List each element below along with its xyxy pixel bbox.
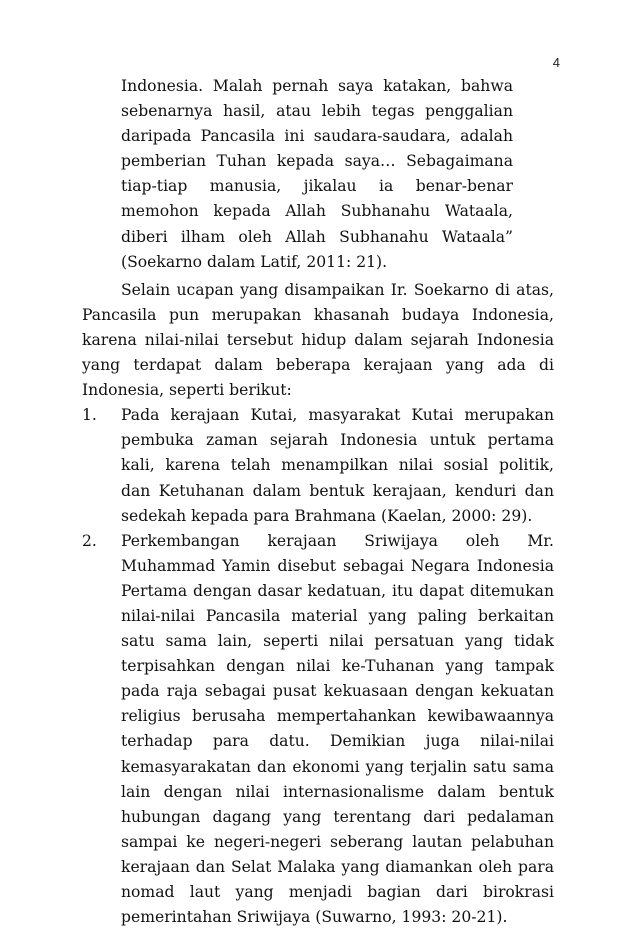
- list-item-text: Perkembangan kerajaan Sriwijaya oleh Mr. Muhammad Yamin disebut sebagai Negara Indonesia Pertama dengan dasar kedatuan, itu dapat ditemukan nilai-nilai Pancasila material yang paling berkaitan satu sama lain, seperti nilai persatuan yang tidak terpisahkan dengan nilai ke-Tuhanan yang tampak pada raja sebagai pusat kekuasaan dengan kekuatan religius berusaha mempertahankan kewibawaannya terhadap para datu. Demikian juga nilai-nilai kemasyarakatan dan ekonomi yang terjalin satu sama lain dengan nilai internasionalisme dalam bentuk hubungan dagang yang terentang dari pedalaman sampai ke negeri-negeri seberang lautan pelabuhan kerajaan dan Selat Malaka yang diamankan oleh para nomad laut yang menjadi bagian dari birokrasi pemerintahan Sriwijaya (Suwarno, 1993: 20-21).: [121, 531, 554, 927]
- kingdom-list: [82, 403, 554, 930]
- list-item: [82, 529, 554, 930]
- body-paragraph: Selain ucapan yang disampaikan Ir. Soekarno di atas, Pancasila pun merupakan khasanah budaya Indonesia, karena nilai-nilai tersebut hidup dalam sejarah Indonesia yang terdapat dalam beberapa kerajaan yang ada di Indonesia, seperti berikut:: [82, 280, 554, 400]
- quote-block: [121, 74, 513, 275]
- quote-text: Indonesia. Malah pernah saya katakan, bahwa sebenarnya hasil, atau lebih tegas penggalian daripada Pancasila ini saudara-saudara, adalah pemberian Tuhan kepada saya… Sebagaimana tiap-tiap manusia, jikalau ia benar-benar memohon kepada Allah Subhanahu Wataala, diberi ilham oleh Allah Subhanahu Wataala” (Soekarno dalam Latif, 2011: 21).: [121, 77, 513, 271]
- list-item-text: Pada kerajaan Kutai, masyarakat Kutai merupakan pembuka zaman sejarah Indonesia untuk pertama kali, karena telah menampilkan nilai sosial politik, dan Ketuhanan dalam bentuk kerajaan, kenduri dan sedekah kepada para Brahmana (Kaelan, 2000: 29).: [121, 406, 554, 525]
- page-number: 4: [552, 55, 560, 70]
- list-item-number: 1.: [82, 406, 97, 425]
- list-item-number: 2.: [82, 531, 97, 550]
- list-item: [82, 403, 554, 528]
- page-content: [82, 74, 554, 930]
